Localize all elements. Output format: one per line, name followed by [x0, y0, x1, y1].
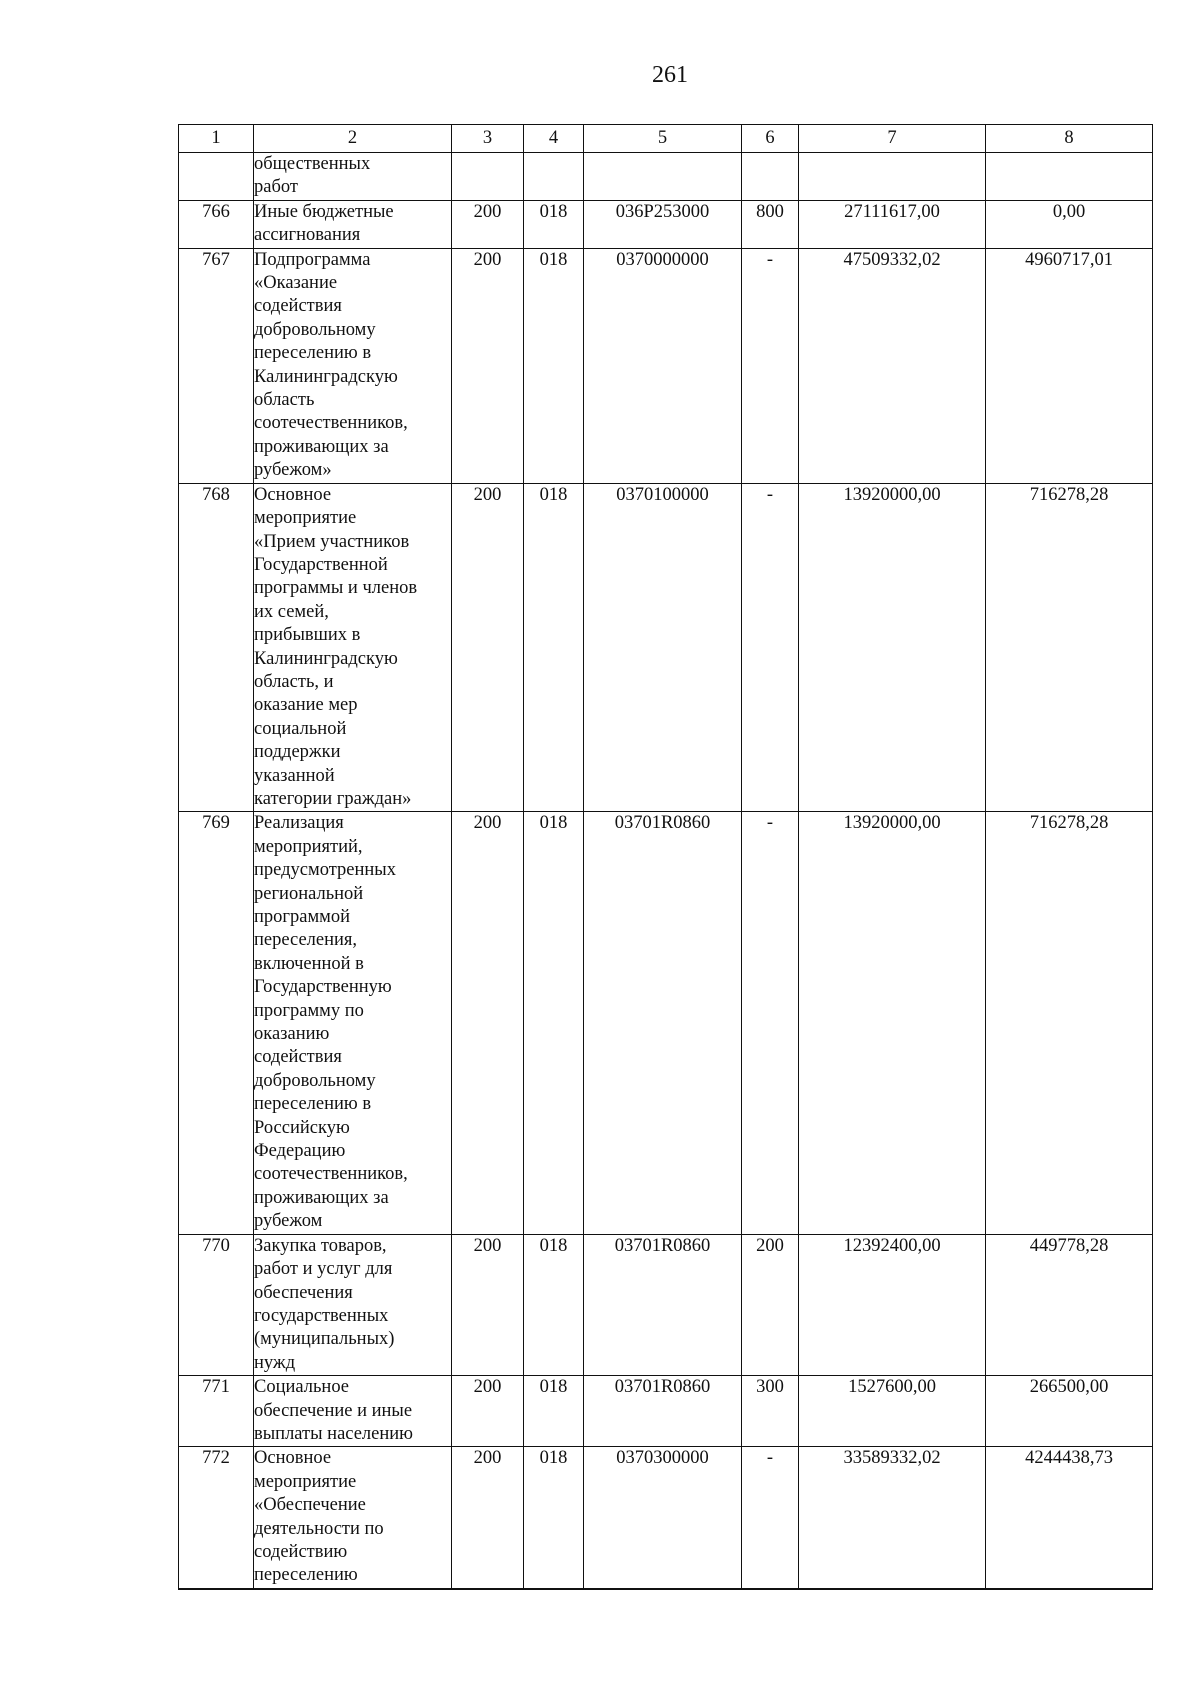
cell-amount-col-7: 1527600,00	[799, 1376, 986, 1447]
cell-item-name: Основное мероприятие «Обеспечение деятельности по содействию переселению	[254, 1447, 452, 1589]
cell-amount-col-8: 716278,28	[986, 483, 1153, 812]
cell-amount-col-7: 12392400,00	[799, 1234, 986, 1375]
cell-col-4: 018	[524, 483, 584, 812]
cell-expense-type: -	[742, 248, 799, 483]
table-row	[179, 153, 1153, 201]
column-header-8: 8	[986, 125, 1153, 153]
cell-item-name: Социальное обеспечение и иные выплаты населению	[254, 1376, 452, 1447]
cell-col-4: 018	[524, 1376, 584, 1447]
table-row	[179, 200, 1153, 248]
column-header-7: 7	[799, 125, 986, 153]
cell-expense-type	[742, 153, 799, 201]
cell-expense-type: -	[742, 483, 799, 812]
cell-col-3: 200	[452, 1376, 524, 1447]
cell-amount-col-7: 33589332,02	[799, 1447, 986, 1589]
cell-col-3: 200	[452, 248, 524, 483]
cell-col-4: 018	[524, 1234, 584, 1375]
cell-amount-col-8: 449778,28	[986, 1234, 1153, 1375]
cell-item-name: Подпрограмма «Оказание содействия добровольному переселению в Калининградскую область соотечественников, проживающих за рубежом»	[254, 248, 452, 483]
cell-row-number: 772	[179, 1447, 254, 1589]
column-header-3: 3	[452, 125, 524, 153]
cell-amount-col-8: 266500,00	[986, 1376, 1153, 1447]
cell-amount-col-8: 4244438,73	[986, 1447, 1153, 1589]
cell-col-3: 200	[452, 812, 524, 1234]
cell-row-number: 769	[179, 812, 254, 1234]
cell-amount-col-8	[986, 153, 1153, 201]
table-row	[179, 1447, 1153, 1589]
cell-classification-code: 03701R0860	[584, 1234, 742, 1375]
cell-amount-col-7	[799, 153, 986, 201]
cell-classification-code: 0370100000	[584, 483, 742, 812]
cell-classification-code	[584, 153, 742, 201]
cell-classification-code: 0370000000	[584, 248, 742, 483]
cell-classification-code: 0370300000	[584, 1447, 742, 1589]
cell-expense-type: -	[742, 812, 799, 1234]
cell-col-4	[524, 153, 584, 201]
column-header-2: 2	[254, 125, 452, 153]
cell-amount-col-7: 47509332,02	[799, 248, 986, 483]
cell-col-4: 018	[524, 200, 584, 248]
page-number: 261	[652, 62, 688, 88]
table-body	[179, 153, 1153, 1589]
table-row	[179, 483, 1153, 812]
cell-item-name: Иные бюджетные ассигнования	[254, 200, 452, 248]
cell-item-name: Основное мероприятие «Прием участников Государственной программы и членов их семей, прибывших в Калининградскую область, и оказание мер социальной поддержки указанной категории граждан»	[254, 483, 452, 812]
cell-expense-type: -	[742, 1447, 799, 1589]
cell-classification-code: 036P253000	[584, 200, 742, 248]
cell-amount-col-7: 13920000,00	[799, 483, 986, 812]
cell-col-3: 200	[452, 1447, 524, 1589]
cell-col-3: 200	[452, 1234, 524, 1375]
cell-item-name: Закупка товаров, работ и услуг для обеспечения государственных (муниципальных) нужд	[254, 1234, 452, 1375]
column-header-4: 4	[524, 125, 584, 153]
cell-classification-code: 03701R0860	[584, 1376, 742, 1447]
cell-row-number: 771	[179, 1376, 254, 1447]
cell-col-3: 200	[452, 200, 524, 248]
table-header-row	[179, 125, 1153, 153]
cell-expense-type: 300	[742, 1376, 799, 1447]
column-header-5: 5	[584, 125, 742, 153]
cell-amount-col-7: 27111617,00	[799, 200, 986, 248]
cell-amount-col-8: 716278,28	[986, 812, 1153, 1234]
cell-amount-col-7: 13920000,00	[799, 812, 986, 1234]
cell-amount-col-8: 4960717,01	[986, 248, 1153, 483]
cell-row-number: 770	[179, 1234, 254, 1375]
budget-table	[178, 124, 1153, 1590]
cell-col-3	[452, 153, 524, 201]
cell-col-3: 200	[452, 483, 524, 812]
column-header-6: 6	[742, 125, 799, 153]
table-row	[179, 1376, 1153, 1447]
cell-col-4: 018	[524, 248, 584, 483]
cell-expense-type: 800	[742, 200, 799, 248]
cell-col-4: 018	[524, 1447, 584, 1589]
table-row	[179, 248, 1153, 483]
cell-row-number	[179, 153, 254, 201]
table-row	[179, 812, 1153, 1234]
cell-item-name: Реализация мероприятий, предусмотренных региональной программой переселения, включенной в Государственную программу по оказанию содействия добровольному переселению в Российскую Федерацию соотечественников, проживающих за рубежом	[254, 812, 452, 1234]
cell-row-number: 767	[179, 248, 254, 483]
cell-amount-col-8: 0,00	[986, 200, 1153, 248]
cell-row-number: 766	[179, 200, 254, 248]
cell-item-name: общественных работ	[254, 153, 452, 201]
cell-row-number: 768	[179, 483, 254, 812]
cell-expense-type: 200	[742, 1234, 799, 1375]
cell-classification-code: 03701R0860	[584, 812, 742, 1234]
cell-col-4: 018	[524, 812, 584, 1234]
column-header-1: 1	[179, 125, 254, 153]
table-row	[179, 1234, 1153, 1375]
